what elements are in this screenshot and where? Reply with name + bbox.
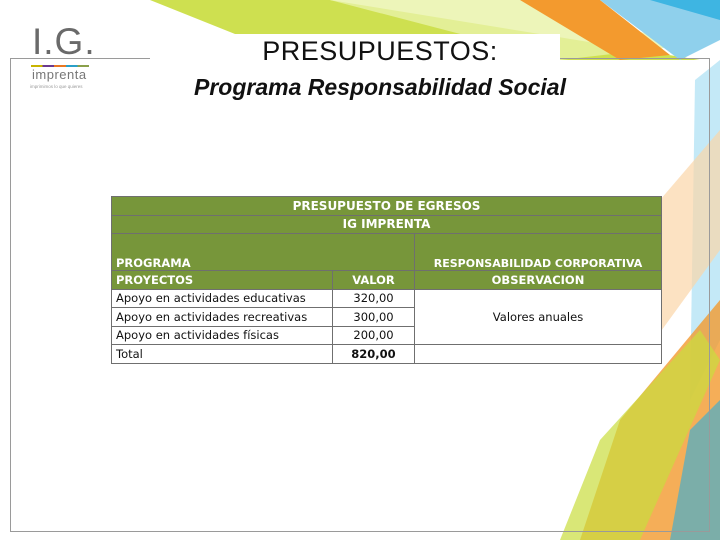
page-subtitle: Programa Responsabilidad Social	[194, 74, 566, 100]
table-company: IG IMPRENTA	[112, 215, 662, 234]
value-cell: 200,00	[333, 326, 415, 345]
project-cell: Apoyo en actividades recreativas	[112, 308, 333, 327]
total-empty-cell	[415, 345, 662, 364]
table-program-row	[112, 234, 662, 271]
column-header-proyectos: PROYECTOS	[112, 271, 333, 290]
observation-cell: Valores anuales	[415, 289, 662, 345]
table-header-row	[112, 197, 662, 216]
company-logo	[28, 21, 96, 92]
program-label: PROGRAMA	[112, 234, 415, 271]
total-label: Total	[112, 345, 333, 364]
budget-table	[111, 196, 662, 364]
table-total-row	[112, 345, 662, 364]
project-cell: Apoyo en actividades físicas	[112, 326, 333, 345]
table-company-row	[112, 215, 662, 234]
table-title: PRESUPUESTO DE EGRESOS	[112, 197, 662, 216]
table-row	[112, 289, 662, 308]
logo-tagline: imprimimos lo que quieres	[30, 84, 83, 89]
total-value: 820,00	[333, 345, 415, 364]
value-cell: 300,00	[333, 308, 415, 327]
value-cell: 320,00	[333, 289, 415, 308]
logo-name: imprenta	[32, 67, 87, 82]
project-cell: Apoyo en actividades educativas	[112, 289, 333, 308]
table-column-header-row	[112, 271, 662, 290]
column-header-valor: VALOR	[333, 271, 415, 290]
column-header-observacion: OBSERVACION	[415, 271, 662, 290]
program-value: RESPONSABILIDAD CORPORATIVA	[415, 234, 662, 271]
logo-mark: I.G.	[32, 21, 96, 62]
page-title: PRESUPUESTOS:	[262, 36, 498, 66]
